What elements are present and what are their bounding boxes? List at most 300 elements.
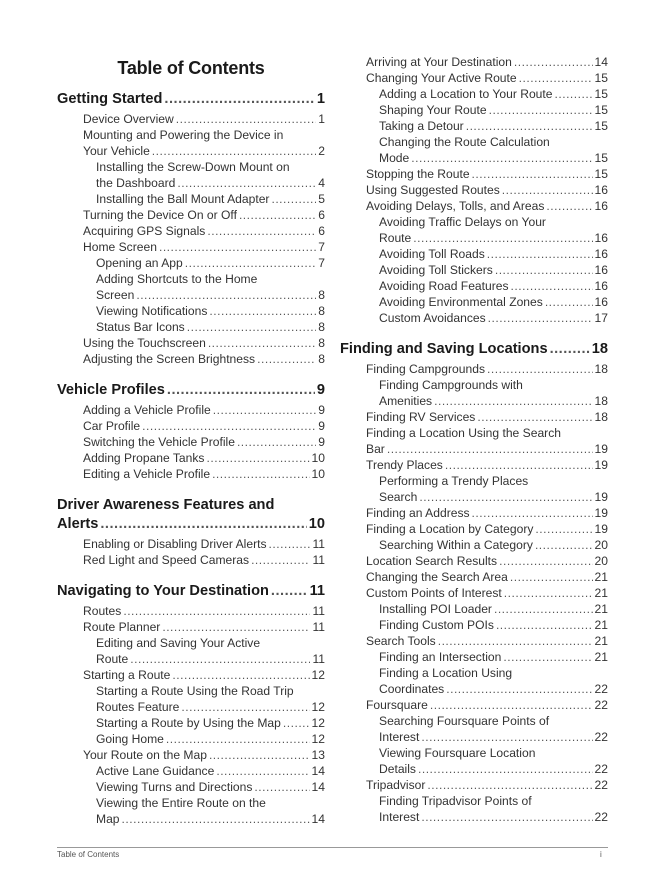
- toc-page-number: 19: [594, 442, 608, 456]
- toc-entry-title: Adjusting the Screen Brightness: [83, 352, 256, 366]
- toc-entry-title: Starting a Route: [83, 668, 171, 682]
- dot-leader: [434, 393, 592, 409]
- toc-entry-title: Adding a Vehicle Profile: [83, 403, 211, 417]
- toc-page-number: 9: [316, 382, 325, 398]
- toc-entry-title: Switching the Vehicle Profile: [83, 435, 235, 449]
- toc-page-number: 22: [594, 682, 608, 696]
- toc-entry-title-line: Changing the Route Calculation: [379, 135, 550, 149]
- toc-page-number: 15: [594, 103, 608, 117]
- toc-page-number: 14: [311, 764, 325, 778]
- dot-leader: [546, 198, 592, 214]
- toc-page-number: 14: [594, 55, 608, 69]
- dot-leader: [206, 450, 309, 466]
- dot-leader: [502, 182, 593, 198]
- toc-entry[interactable]: [57, 635, 325, 667]
- toc-entry-title: Trendy Places: [366, 458, 443, 472]
- dot-leader: [167, 381, 315, 400]
- dot-leader: [545, 294, 593, 310]
- toc-entry-title: Opening an App: [96, 256, 183, 270]
- dot-leader: [519, 70, 593, 86]
- toc-page-number: 8: [318, 320, 325, 334]
- toc-entry[interactable]: [57, 619, 325, 635]
- toc-entry[interactable]: [57, 127, 325, 159]
- toc-page-number: 21: [594, 634, 608, 648]
- dot-leader: [208, 335, 316, 351]
- dot-leader: [430, 697, 593, 713]
- toc-entry-title: Finding Custom POIs: [379, 618, 494, 632]
- toc-entry-title: Route: [379, 231, 412, 245]
- toc-entry-title: Your Vehicle: [83, 144, 150, 158]
- toc-entry[interactable]: [340, 505, 608, 521]
- toc-entry-title: Device Overview: [83, 112, 174, 126]
- toc-page-number: 18: [591, 341, 608, 357]
- toc-entry-title: Installing POI Loader: [379, 602, 492, 616]
- dot-leader: [209, 303, 316, 319]
- toc-entry-title: Enabling or Disabling Driver Alerts: [83, 537, 267, 551]
- toc-entry[interactable]: [340, 473, 608, 505]
- toc-entry[interactable]: [340, 713, 608, 745]
- dot-leader: [488, 310, 593, 326]
- toc-entry[interactable]: [340, 601, 608, 617]
- footer-label: Table of Contents: [57, 850, 120, 859]
- toc-entry-title-line: Viewing the Entire Route on the: [96, 796, 266, 810]
- toc-entry-title: Acquiring GPS Signals: [83, 224, 206, 238]
- toc-entry[interactable]: [57, 763, 325, 779]
- toc-page-number: 15: [594, 151, 608, 165]
- toc-entry[interactable]: [57, 191, 325, 207]
- toc-page-number: 19: [594, 458, 608, 472]
- dot-leader: [136, 287, 316, 303]
- toc-page-number: 1: [318, 112, 325, 126]
- toc-entry[interactable]: [340, 377, 608, 409]
- toc-entry-title: Using the Touchscreen: [83, 336, 206, 350]
- toc-entry-title: Viewing Notifications: [96, 304, 208, 318]
- dot-leader: [142, 418, 316, 434]
- toc-page-number: 19: [594, 522, 608, 536]
- toc-page-number: 21: [594, 570, 608, 584]
- dot-leader: [489, 102, 593, 118]
- toc-entry[interactable]: [57, 402, 325, 418]
- toc-page-number: 8: [318, 304, 325, 318]
- toc-entry[interactable]: [340, 134, 608, 166]
- dot-leader: [419, 489, 592, 505]
- dot-leader: [181, 699, 309, 715]
- dot-leader: [418, 761, 593, 777]
- toc-entry[interactable]: [57, 351, 325, 367]
- toc-entry-title-line: Installing the Screw-Down Mount on: [96, 160, 290, 174]
- toc-page-number: 6: [318, 208, 325, 222]
- toc-section-heading[interactable]: [57, 90, 325, 109]
- toc-entry[interactable]: [57, 271, 325, 303]
- toc-entry[interactable]: [340, 310, 608, 326]
- page-title: Table of Contents: [117, 58, 265, 78]
- toc-entry-title-line: Starting a Route Using the Road Trip: [96, 684, 294, 698]
- toc-entry-title: Finding RV Services: [366, 410, 476, 424]
- dot-leader: [130, 651, 310, 667]
- toc-entry[interactable]: [340, 633, 608, 649]
- dot-leader: [100, 515, 306, 534]
- footer-page-number: i: [600, 850, 602, 859]
- dot-leader: [387, 441, 593, 457]
- toc-page-number: 11: [309, 583, 325, 599]
- toc-page-number: 20: [594, 554, 608, 568]
- dot-leader: [177, 175, 316, 191]
- toc-entry[interactable]: [340, 118, 608, 134]
- toc-page-number: 21: [594, 618, 608, 632]
- toc-entry[interactable]: [57, 207, 325, 223]
- toc-entry-title: Finding an Address: [366, 506, 470, 520]
- toc-page-number: 16: [594, 231, 608, 245]
- toc-entry-title-line: Searching Foursquare Points of: [379, 714, 550, 728]
- dot-leader: [421, 729, 592, 745]
- dot-leader: [411, 150, 592, 166]
- dot-leader: [159, 239, 316, 255]
- dot-leader: [421, 809, 592, 825]
- dot-leader: [176, 111, 317, 127]
- dot-leader: [251, 552, 310, 568]
- toc-entry[interactable]: [340, 214, 608, 246]
- toc-page-number: 12: [311, 668, 325, 682]
- toc-section-heading[interactable]: [57, 496, 325, 534]
- toc-page-number: 11: [312, 537, 325, 551]
- toc-entry-title: Navigating to Your Destination: [57, 583, 269, 599]
- toc-page-number: 11: [312, 620, 325, 634]
- dot-leader: [209, 747, 310, 763]
- dot-leader: [510, 569, 593, 585]
- toc-entry[interactable]: [340, 409, 608, 425]
- toc-page-number: 11: [312, 553, 325, 567]
- toc-page-number: 6: [318, 224, 325, 238]
- toc-entry[interactable]: [57, 418, 325, 434]
- toc-entry[interactable]: [340, 585, 608, 601]
- toc-entry[interactable]: [57, 536, 325, 552]
- dot-leader: [472, 505, 593, 521]
- toc-page-number: 16: [594, 247, 608, 261]
- toc-entry-title: Arriving at Your Destination: [366, 55, 512, 69]
- toc-entry-title-line: Viewing Foursquare Location: [379, 746, 536, 760]
- dot-leader: [213, 402, 317, 418]
- toc-entry[interactable]: [340, 745, 608, 777]
- toc-page-number: 16: [594, 199, 608, 213]
- dot-leader: [413, 230, 592, 246]
- toc-entry[interactable]: [340, 617, 608, 633]
- dot-leader: [499, 553, 592, 569]
- toc-entry-title: Installing the Ball Mount Adapter: [96, 192, 270, 206]
- toc-entry[interactable]: [340, 361, 608, 377]
- toc-entry-title: Interest: [379, 730, 420, 744]
- dot-leader: [477, 409, 592, 425]
- toc-entry[interactable]: [340, 649, 608, 665]
- dot-leader: [511, 278, 593, 294]
- toc-entry[interactable]: [57, 111, 325, 127]
- toc-entry-title-line: Editing and Saving Your Active: [96, 636, 261, 650]
- toc-page-number: 22: [594, 778, 608, 792]
- toc-entry[interactable]: [340, 198, 608, 214]
- toc-entry-title: Custom Avoidances: [379, 311, 486, 325]
- toc-entry[interactable]: [57, 434, 325, 450]
- toc-entry-title: Avoiding Road Features: [379, 279, 509, 293]
- toc-entry-title: Routes Feature: [96, 700, 180, 714]
- toc-entry-title: Editing a Vehicle Profile: [83, 467, 211, 481]
- toc-page-number: 19: [594, 490, 608, 504]
- toc-page-number: 8: [318, 352, 325, 366]
- toc-page-number: 9: [318, 435, 325, 449]
- toc-entry-title: Vehicle Profiles: [57, 382, 165, 398]
- toc-entry-title: Amenities: [379, 394, 433, 408]
- toc-page-number: 4: [318, 176, 325, 190]
- dot-leader: [495, 262, 593, 278]
- toc-page-number: 7: [318, 240, 325, 254]
- toc-page-number: 15: [594, 119, 608, 133]
- dot-leader: [164, 90, 314, 109]
- toc-entry[interactable]: [340, 457, 608, 473]
- toc-entry-title: Location Search Results: [366, 554, 498, 568]
- toc-page-number: 10: [311, 467, 325, 481]
- toc-page-number: 13: [311, 748, 325, 762]
- toc-page-number: 18: [594, 410, 608, 424]
- toc-entry[interactable]: [340, 793, 608, 825]
- toc-page-number: 22: [594, 762, 608, 776]
- toc-page-number: 5: [318, 192, 325, 206]
- toc-entry[interactable]: [340, 70, 608, 86]
- toc-entry-title-line: Finding a Location Using: [379, 666, 513, 680]
- dot-leader: [466, 118, 593, 134]
- toc-entry-title: Adding Propane Tanks: [83, 451, 205, 465]
- dot-leader: [535, 521, 592, 537]
- dot-leader: [550, 340, 590, 359]
- toc-entry-title: Starting a Route by Using the Map: [96, 716, 281, 730]
- toc-page-number: 19: [594, 506, 608, 520]
- toc-section-heading[interactable]: [57, 582, 325, 601]
- dot-leader: [487, 361, 593, 377]
- toc-entry[interactable]: [57, 319, 325, 335]
- toc-entry[interactable]: [57, 603, 325, 619]
- dot-leader: [162, 619, 310, 635]
- toc-entry-title: Your Route on the Map: [83, 748, 207, 762]
- dot-leader: [446, 681, 592, 697]
- dot-leader: [283, 715, 310, 731]
- toc-entry-title: Search Tools: [366, 634, 436, 648]
- toc-page-number: 17: [594, 311, 608, 325]
- dot-leader: [472, 166, 593, 182]
- toc-page-number: 12: [311, 700, 325, 714]
- dot-leader: [172, 667, 309, 683]
- toc-entry-title-line: Performing a Trendy Places: [379, 474, 529, 488]
- toc-entry-title: Finding Campgrounds: [366, 362, 485, 376]
- toc-entry[interactable]: [340, 102, 608, 118]
- toc-page-number: 9: [318, 419, 325, 433]
- dot-leader: [207, 223, 316, 239]
- toc-page-number: 21: [594, 650, 608, 664]
- toc-entry[interactable]: [340, 521, 608, 537]
- toc-entry[interactable]: [340, 665, 608, 697]
- footer-rule: [57, 847, 608, 848]
- toc-entry-title: Foursquare: [366, 698, 428, 712]
- toc-entry-title-line: Adding Shortcuts to the Home: [96, 272, 258, 286]
- toc-entry-title: Using Suggested Routes: [366, 183, 500, 197]
- toc-section-heading[interactable]: [340, 340, 608, 359]
- toc-entry[interactable]: [57, 159, 325, 191]
- dot-leader: [187, 319, 317, 335]
- toc-entry[interactable]: [57, 779, 325, 795]
- toc-page-number: 18: [594, 362, 608, 376]
- dot-leader: [123, 603, 310, 619]
- toc-entry-title: Details: [379, 762, 416, 776]
- dot-leader: [503, 649, 592, 665]
- toc-entry[interactable]: [57, 731, 325, 747]
- dot-leader: [487, 246, 593, 262]
- toc-entry-title: Route Planner: [83, 620, 161, 634]
- toc-entry[interactable]: [340, 166, 608, 182]
- toc-entry-title: Routes: [83, 604, 122, 618]
- toc-entry-title: Mode: [379, 151, 410, 165]
- toc-page-number: 12: [311, 716, 325, 730]
- toc-page-number: 22: [594, 810, 608, 824]
- toc-entry[interactable]: [57, 450, 325, 466]
- toc-entry-title: Car Profile: [83, 419, 141, 433]
- toc-entry-title: Custom Points of Interest: [366, 586, 502, 600]
- toc-entry-title: Shaping Your Route: [379, 103, 487, 117]
- toc-page-number: 15: [594, 87, 608, 101]
- toc-page-number: 22: [594, 730, 608, 744]
- toc-entry-title: Alerts: [57, 516, 99, 532]
- toc-entry-title: the Dashboard: [96, 176, 176, 190]
- toc-entry-title-line: Driver Awareness Features and: [57, 497, 275, 513]
- dot-leader: [445, 457, 593, 473]
- toc-entry[interactable]: [57, 255, 325, 271]
- toc-page-number: 12: [311, 732, 325, 746]
- toc-entry-title: Map: [96, 812, 120, 826]
- toc-entry[interactable]: [340, 278, 608, 294]
- toc-entry-title: Stopping the Route: [366, 167, 470, 181]
- toc-entry-title: Taking a Detour: [379, 119, 464, 133]
- toc-entry[interactable]: [57, 335, 325, 351]
- dot-leader: [554, 86, 592, 102]
- toc-entry-title: Route: [96, 652, 129, 666]
- toc-entry-title: Changing Your Active Route: [366, 71, 517, 85]
- toc-entry-title-line: Finding a Location Using the Search: [366, 426, 561, 440]
- toc-page-number: 10: [308, 516, 325, 532]
- toc-entry[interactable]: [340, 86, 608, 102]
- toc-entry-title: Coordinates: [379, 682, 445, 696]
- toc-entry-title: Going Home: [96, 732, 164, 746]
- toc-page-number: 9: [318, 403, 325, 417]
- dot-leader: [271, 582, 308, 601]
- toc-page-number: 16: [594, 263, 608, 277]
- toc-entry[interactable]: [340, 537, 608, 553]
- toc-entry[interactable]: [57, 747, 325, 763]
- toc-entry-title: Search: [379, 490, 418, 504]
- toc-section-heading[interactable]: [57, 381, 325, 400]
- toc-entry[interactable]: [340, 294, 608, 310]
- toc-entry-title: Avoiding Environmental Zones: [379, 295, 543, 309]
- dot-leader: [185, 255, 317, 271]
- toc-entry[interactable]: [340, 553, 608, 569]
- toc-page-number: 14: [311, 812, 325, 826]
- toc-entry[interactable]: [340, 182, 608, 198]
- toc-entry[interactable]: [57, 667, 325, 683]
- toc-page-number: 16: [594, 295, 608, 309]
- dot-leader: [494, 601, 593, 617]
- toc-entry-title: Red Light and Speed Cameras: [83, 553, 250, 567]
- dot-leader: [122, 811, 310, 827]
- toc-page-number: 15: [594, 71, 608, 85]
- toc-entry[interactable]: [57, 795, 325, 827]
- toc-entry-title-line: Finding Tripadvisor Points of: [379, 794, 532, 808]
- toc-entry[interactable]: [340, 425, 608, 457]
- toc-entry[interactable]: [57, 466, 325, 482]
- toc-entry[interactable]: [340, 262, 608, 278]
- dot-leader: [269, 536, 311, 552]
- toc-entry[interactable]: [340, 777, 608, 793]
- dot-leader: [216, 763, 309, 779]
- dot-leader: [237, 434, 316, 450]
- toc-page-number: 10: [311, 451, 325, 465]
- dot-leader: [504, 585, 593, 601]
- toc-entry[interactable]: [57, 552, 325, 568]
- dot-leader: [254, 779, 309, 795]
- toc-page-number: 21: [594, 586, 608, 600]
- toc-page-number: 21: [594, 602, 608, 616]
- dot-leader: [427, 777, 592, 793]
- dot-leader: [152, 143, 316, 159]
- toc-entry-title: Changing the Search Area: [366, 570, 508, 584]
- dot-leader: [514, 54, 593, 70]
- toc-page-number: 2: [318, 144, 325, 158]
- toc-entry-title: Finding and Saving Locations: [340, 341, 548, 357]
- toc-entry[interactable]: [340, 246, 608, 262]
- dot-leader: [438, 633, 593, 649]
- toc-page-number: 18: [594, 394, 608, 408]
- toc-entry-title-line: Avoiding Traffic Delays on Your: [379, 215, 546, 229]
- toc-page-number: 7: [318, 256, 325, 270]
- toc-page-number: 16: [594, 183, 608, 197]
- toc-entry-title: Home Screen: [83, 240, 157, 254]
- toc-page-number: 1: [316, 91, 325, 107]
- toc-entry-title: Adding a Location to Your Route: [379, 87, 553, 101]
- toc-page-number: 8: [318, 336, 325, 350]
- toc-entry-title: Avoiding Delays, Tolls, and Areas: [366, 199, 545, 213]
- toc-entry-title: Finding a Location by Category: [366, 522, 534, 536]
- toc-entry[interactable]: [340, 569, 608, 585]
- dot-leader: [257, 351, 316, 367]
- toc-page-number: 15: [594, 167, 608, 181]
- toc-entry[interactable]: [57, 223, 325, 239]
- toc-entry-title: Tripadvisor: [366, 778, 426, 792]
- dot-leader: [239, 207, 316, 223]
- toc-page-number: 8: [318, 288, 325, 302]
- toc-entry[interactable]: [57, 683, 325, 715]
- toc-entry[interactable]: [57, 715, 325, 731]
- toc-entry-title: Viewing Turns and Directions: [96, 780, 253, 794]
- toc-entry[interactable]: [340, 697, 608, 713]
- toc-page-number: 14: [311, 780, 325, 794]
- dot-leader: [271, 191, 316, 207]
- toc-entry-title: Screen: [96, 288, 135, 302]
- toc-entry[interactable]: [340, 54, 608, 70]
- toc-page-number: 11: [312, 652, 325, 666]
- toc-entry[interactable]: [57, 303, 325, 319]
- toc-entry-title: Searching Within a Category: [379, 538, 533, 552]
- toc-entry[interactable]: [57, 239, 325, 255]
- toc-entry-title: Active Lane Guidance: [96, 764, 215, 778]
- toc-entry-title: Getting Started: [57, 91, 163, 107]
- toc-entry-title-line: Mounting and Powering the Device in: [83, 128, 284, 142]
- toc-page-number: 20: [594, 538, 608, 552]
- dot-leader: [166, 731, 310, 747]
- dot-leader: [535, 537, 593, 553]
- toc-page-number: 22: [594, 698, 608, 712]
